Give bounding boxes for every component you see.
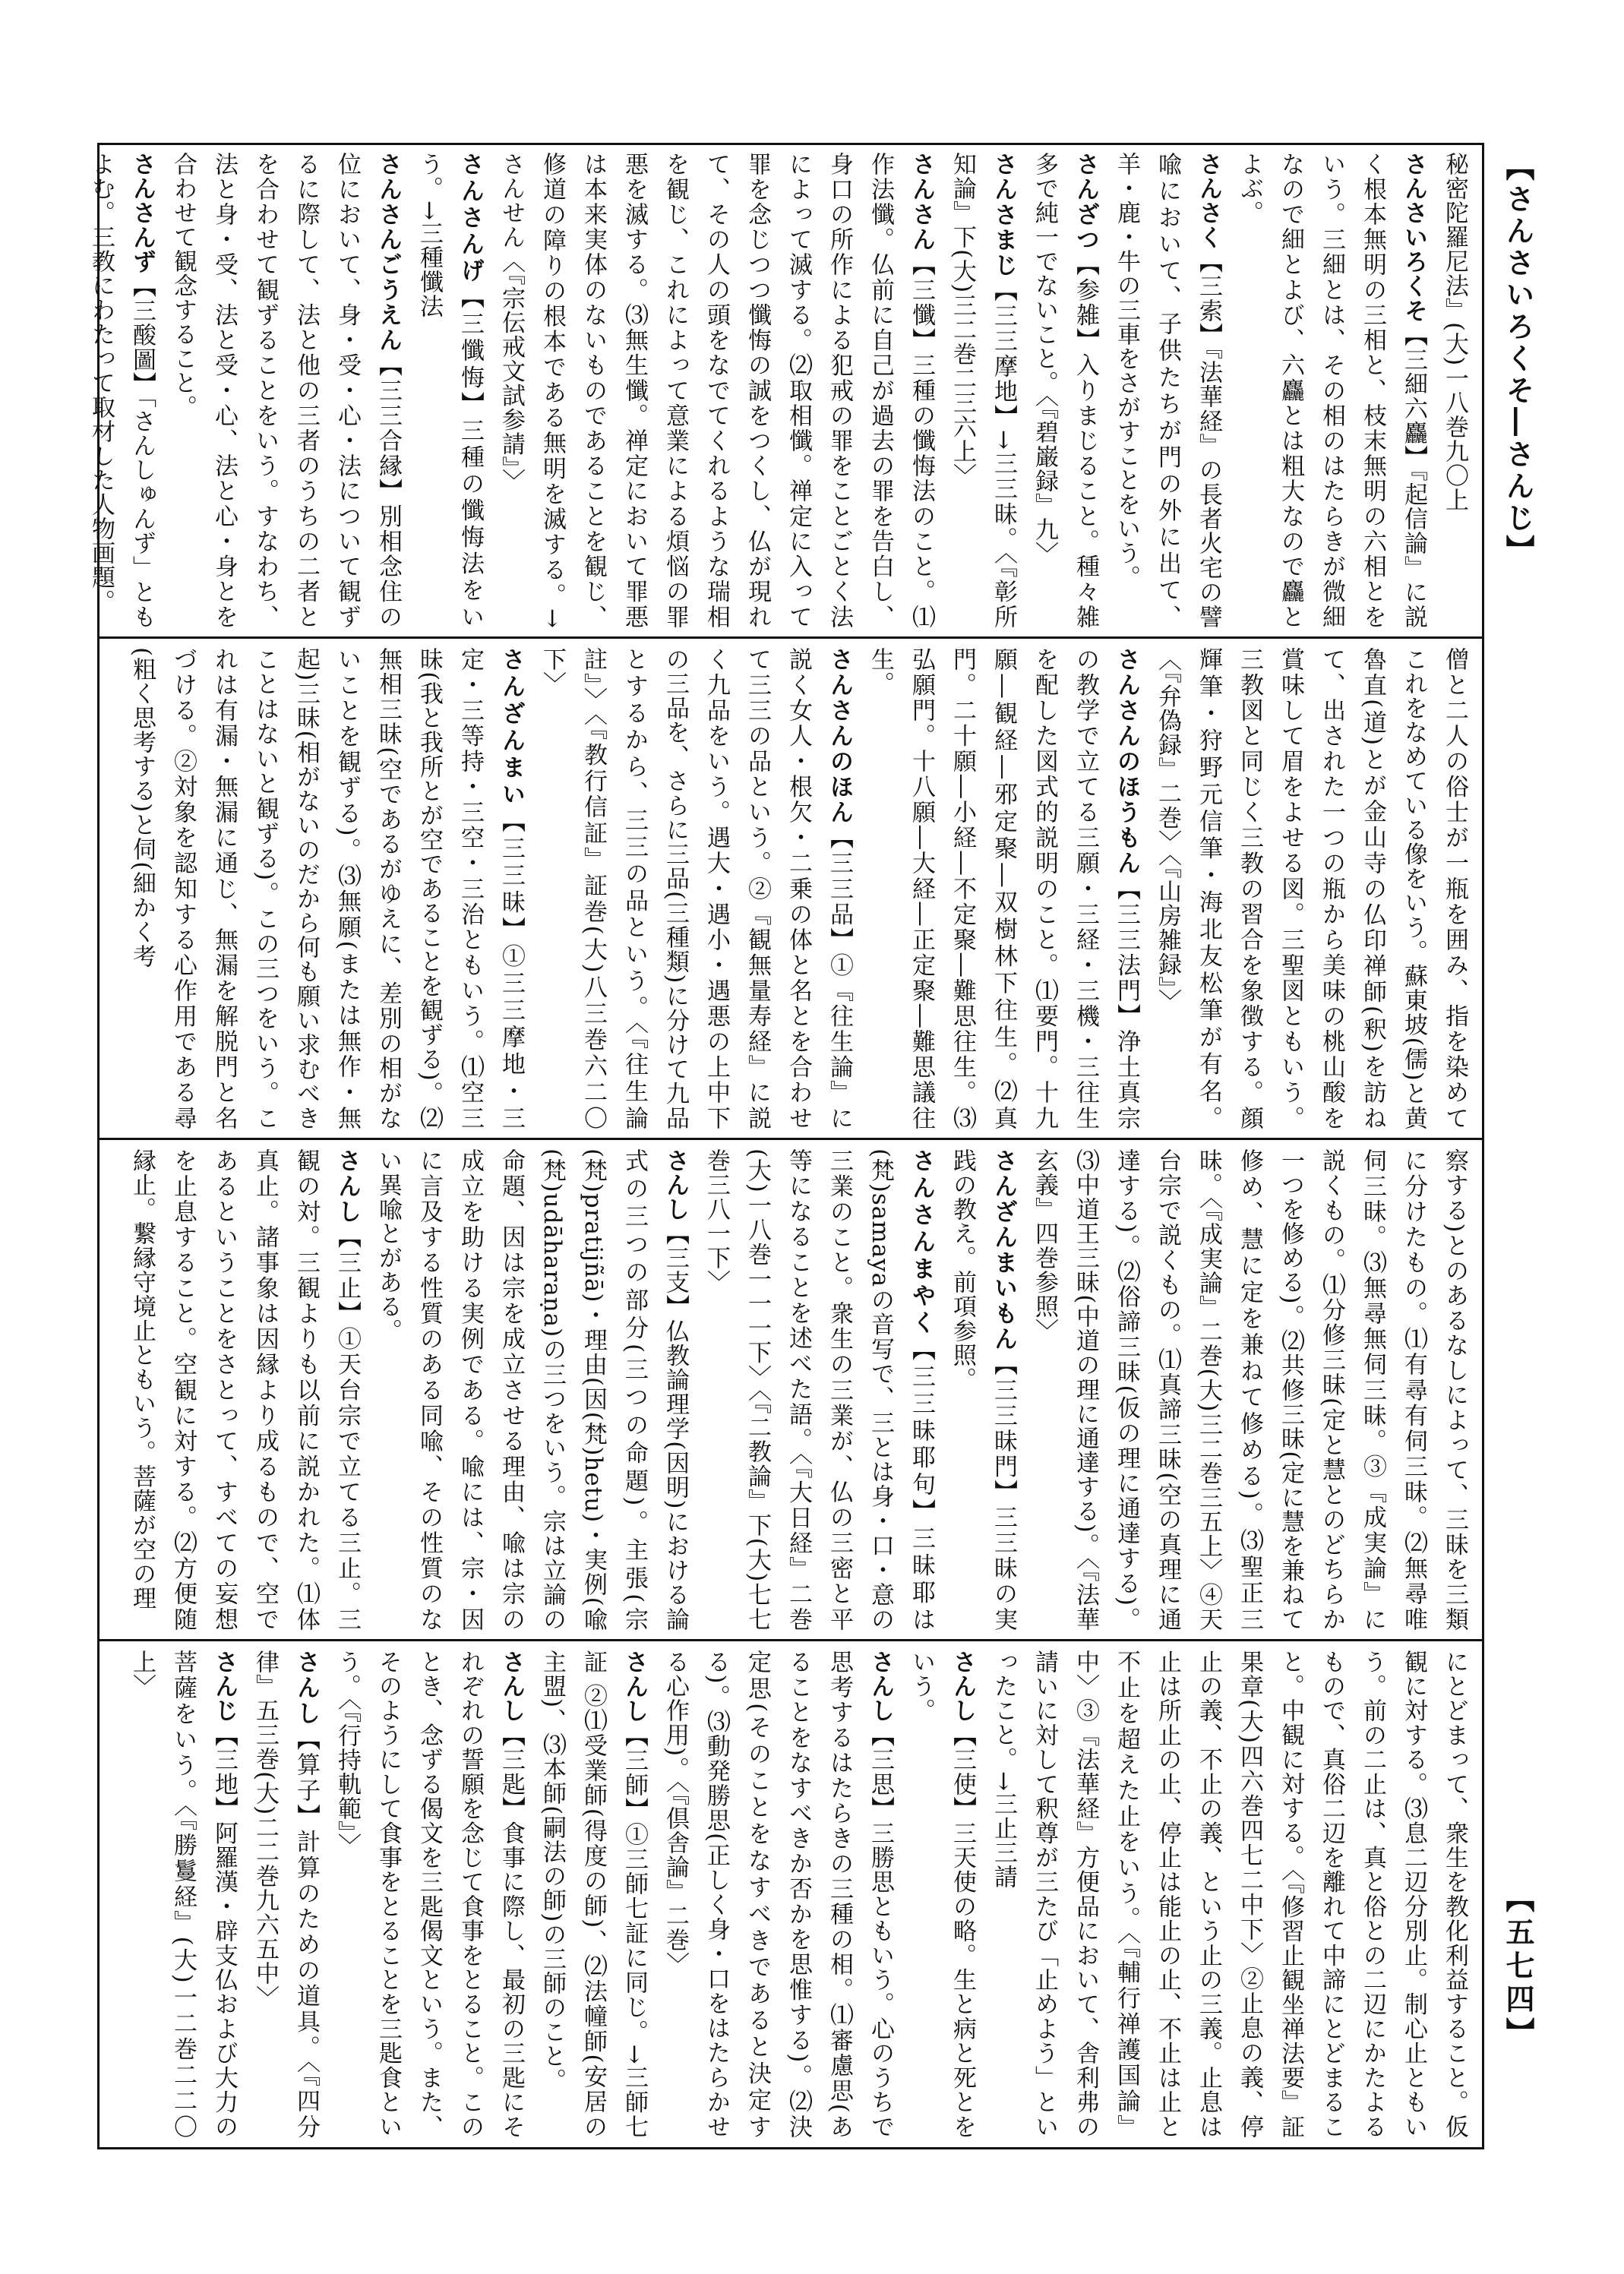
running-head: 【さんさいろくそ―さんじ】 (1501, 152, 1535, 567)
entry-body: 【三三法門】浄土真宗の教学で立てる三願・三経・三機・三往生を配した図式的説明のこと。⑴要門。十九願―観経―邪定聚―双樹林下往生。⑵真門。二十願―小経―不定聚―難思往生。⑶弘願門。十八願―大経―正定聚―難思議往生。 (867, 647, 1140, 1131)
entry (1024, 1148, 1475, 1631)
entry-headword: さんし (292, 1650, 320, 1727)
entry-body: 【三止】①天台宗で立てる三止。三観の対。三観よりも以前に説かれた。⑴体真止。諸事象は因縁より成るもので、空であるということをさとって、すべての妄想を止息すること。空観に対する。⑵方便随縁止。繋縁守境止ともいう。菩薩が空の理 (128, 1148, 361, 1632)
entry-headword: さんざんまいもん (990, 1148, 1017, 1353)
entry-body: 【参雑】入りまじること。種々雑多で純一でないこと。〈『碧巌録』九〉 (1031, 152, 1099, 630)
entry (983, 1650, 1475, 2139)
entry-body: 秘密陀羅尼法』(大)一八巻九〇上 (1441, 152, 1468, 513)
entry (860, 647, 1147, 1130)
entry-headword: さんし (498, 1650, 525, 1723)
entry-headword: さんし (333, 1148, 361, 1225)
entry-body: 【三三品】①『往生論』に説く女人・根欠・二乗の体と名とを合わせて三三の品という。②『観無量寿経』に説く九品をいう。遇大・遇小・遇悪の上中下の三品を、さらに三品(三種類)に分けて九品とするから、三三の品という。〈『往生論註』〉〈『教行信証』証巻(大)八三巻六二〇下〉 (539, 647, 853, 1131)
entry-headword: さんし (949, 1650, 976, 1723)
entry-body: 【三懺悔】三種の懺悔法をいう。→三種懺法 (415, 152, 484, 630)
entry (1106, 152, 1229, 629)
entry-headword: さんざつ (1072, 152, 1099, 253)
tier-divider (97, 1639, 1484, 1641)
entry-body: にとどまって、衆生を教化利益すること。仮観に対する。⑶息二辺分別止。制心止ともいう。前の二止は、真と俗との二辺にかたよるもので、真俗二辺を離れて中諦にとどまること。中観に対する。〈『修習止観坐禅法要』証果章(大)四六巻四七二中下〉②止息の義、停止の義、不止の義、という止の三義。止息は止は所止の止、停止は能止の止、不止は止と不止を超えた止をいう。〈『輔行禅護国論』中〉③『法華経』方便品において、舎利弗の請いに対して釈尊が三たび「止めよう」といったこと。→三止三請 (990, 1650, 1468, 2139)
text-tier-4 (108, 1650, 1475, 2139)
text-tier-3 (108, 1148, 1475, 1631)
entry-body: 【三酸圖】「さんしゅんず」ともよむ。三教にわたって取材した人物画題。 (87, 152, 156, 630)
entry-headword: さんじ (210, 1650, 238, 1723)
tier-divider (97, 1138, 1484, 1140)
entry (163, 152, 409, 629)
entry (368, 1148, 696, 1631)
page-number: 【五七四】 (1501, 1884, 1535, 2051)
entry-body: 【三匙】食事に際し、最初の三匙にそれぞれの誓願を念じて食事をとること。このとき、念ずる偈文を三匙偈文という。また、そのようにして食事をとることを三匙食という。〈『行持軌範』〉 (333, 1650, 525, 2140)
entry (901, 1650, 983, 2139)
entry-headword: さんさく (1195, 152, 1222, 250)
entry-body: 【三索】『法華経』の長者火宅の譬喩において、子供たちが門の外に出て、羊・鹿・牛の三車をさがすことをいう。 (1113, 152, 1222, 630)
text-tier-2 (108, 647, 1475, 1130)
entry-headword: さんさんげ (457, 152, 484, 286)
entry-body: 【三使】三天使の略。生と病と死とをいう。 (908, 1650, 976, 2140)
entry-body: 【三三昧】①三三摩地・三定・三等持・三空・三治ともいう。⑴空三昧(我と我所とが空であることを観ずる)。⑵無相三昧(空であるがゆえに、差別の相がないことを観ずる)。⑶無願(または無作・無起)三昧(相がないのだから何も願い求むべきことはないと観ずる)。この三つをいう。これは有漏・無漏に通じ、無漏を解脱門と名づける。②対象を認知する心作用である尋(粗く思考する)と伺(細かく考 (128, 647, 525, 1131)
entry-headword: さんざんまい (498, 647, 525, 810)
entry-body: 【三支】仏教論理学(因明)における論式の三つの部分(三つの命題)。主張(宗(梵)pratijñā)・理由(因(梵)hetu)・実例(喩(梵)udāharaṇa)の三つをいう。宗は立論の命題、因は宗を成立させる理由、喩は宗の成立を助ける実例である。喩には、宗・因に言及する性質のある同喩、その性質のない異喩とがある。 (374, 1148, 689, 1631)
entry-body: 【三師】①三師七証に同じ。→三師七証 ②⑴受業師(得度の師)、⑵法幢師(安居の主盟)、⑶本師(嗣法の師)の三師のこと。 (539, 1650, 648, 2140)
tier-divider (97, 636, 1484, 639)
entry-body: 【三思】三勝思ともいう。心のうちで思考するはたらきの三種の相。⑴審慮思(あることをなすべきか否かを思惟する)。⑵決定思(そのことをなすべきであると決定する)。⑶動発勝思(正しく身・口をはたらかせる心作用)。〈『倶舎論』二巻〉 (662, 1650, 894, 2140)
entry (81, 152, 163, 629)
entry (491, 152, 942, 629)
entry-body: 【三細六麤】『起信論』に説く根本無明の三相と、枝末無明の六相とをいう。三細とは、その相のはたらきが微細なので細とよび、六麤とは粗大なので麤とよぶ。 (1236, 152, 1427, 630)
entry-headword: さんさんのほうもん (1113, 647, 1140, 876)
entry-body: 【三三昧耶句】三昧耶は(梵)samayaの音写で、三とは身・口・意の三業のこと。衆生の三業が、仏の三密と平等になることを述べた語。〈『大日経』二巻(大)一八巻一一一下〉〈『二教論』下(大)七七巻三八一下〉 (703, 1148, 935, 1632)
entry (1147, 647, 1475, 1130)
entry (532, 1650, 655, 2139)
entry (245, 1650, 327, 2139)
entry-body: 【三懺】三種の懺悔法のこと。⑴作法懺。仏前に自己が過去の罪を告白し、身口の所作による犯戒の罪をことごとく法によって滅する。⑵取相懺。禅定に入って罪を念じつつ懺悔の誠をつくし、仏が現れて、その人の頭をなでてくれるような瑞相を観じ、これによって意業による煩悩の罪悪を滅する。⑶無生懺。禅定において罪悪は本来実体のないものであることを観じ、修道の障りの根本である無明を滅する。→さんせん〈『宗伝戒文試参請』〉 (498, 152, 935, 630)
entry-headword: さんさんず (128, 152, 156, 274)
entry-headword: さんさん (908, 152, 935, 253)
entry-headword: さんさんごうえん (374, 152, 402, 353)
entry-headword: さんさんまやく (908, 1148, 935, 1338)
entry (532, 647, 860, 1130)
entry (942, 152, 1024, 629)
entry-headword: さんし (662, 1148, 689, 1222)
entry (1434, 152, 1475, 629)
entry-headword: さんし (621, 1650, 648, 1724)
entry-headword: さんし (867, 1650, 894, 1723)
entry-body: 【三三合縁】別相念住の位において、身・受・心・法について観ずるに際して、法と他の三者のうちの二者とを合わせて観ずることをいう。すなわち、法と身・受、法と受・心、法と心・身とを合わせて観念すること。 (169, 152, 402, 630)
entry-body: 【三地】阿羅漢・辟支仏および大力の菩薩をいう。〈『勝鬘経』(大)一二巻二二〇上〉 (128, 1650, 238, 2140)
entry (327, 1650, 532, 2139)
entry (122, 1148, 368, 1631)
entry (942, 1148, 1024, 1631)
entry (1024, 152, 1106, 629)
text-tier-1 (87, 152, 1475, 630)
entry-body: 僧と二人の俗士が一瓶を囲み、指を染めてこれをなめている像をいう。蘇東坡(儒)と黄魯直(道)とが金山寺の仏印禅師(釈)を訪ねて、出された一つの瓶から美味の桃山酸を賞味して眉をよせる図。三聖図ともいう。三教図と同じく三教の習合を象徴する。顔輝筆・狩野元信筆・海北友松筆が有名。〈『弁偽録』二巻〉〈『山房雑録』〉 (1154, 647, 1468, 1130)
entry-body: 【三三摩地】→三三昧。〈『彰所知論』下(大)三二巻二三六上〉 (949, 152, 1017, 629)
entry-headword: さんさまじ (990, 152, 1017, 279)
entry (122, 1650, 245, 2139)
entry-headword: さんさいろくそ (1400, 152, 1427, 324)
entry (122, 647, 532, 1130)
entry-headword: さんさんのほん (826, 647, 853, 826)
entry-body: 【算子】計算のための道具。〈『四分律』五三巻(大)二二巻九六五中〉 (251, 1650, 320, 2140)
entry (696, 1148, 942, 1631)
entry-body: 察する)とのあるなしによって、三昧を三類に分けたもの。⑴有尋有伺三昧。⑵無尋唯伺三昧。⑶無尋無伺三昧。③『成実論』に説くもの。⑴分修三昧(定と慧とのどちらか一つを修める)。⑵共修三昧(定に慧を兼ねて修め、慧に定を兼ねて修める)。⑶聖正三昧。〈『成実論』二巻(大)三二巻三五上〉④天台宗で説くもの。⑴真諦三昧(空の真理に通達する)。⑵俗諦三昧(仮の理に通達する)。⑶中道王三昧(中道の理に通達する)。〈『法華玄義』四巻参照〉 (1031, 1148, 1468, 1631)
entry (409, 152, 491, 629)
entry (1229, 152, 1434, 629)
entry (655, 1650, 901, 2139)
entry-body: 【三三昧門】三三昧の実践の教え。前項参照。 (949, 1148, 1017, 1632)
